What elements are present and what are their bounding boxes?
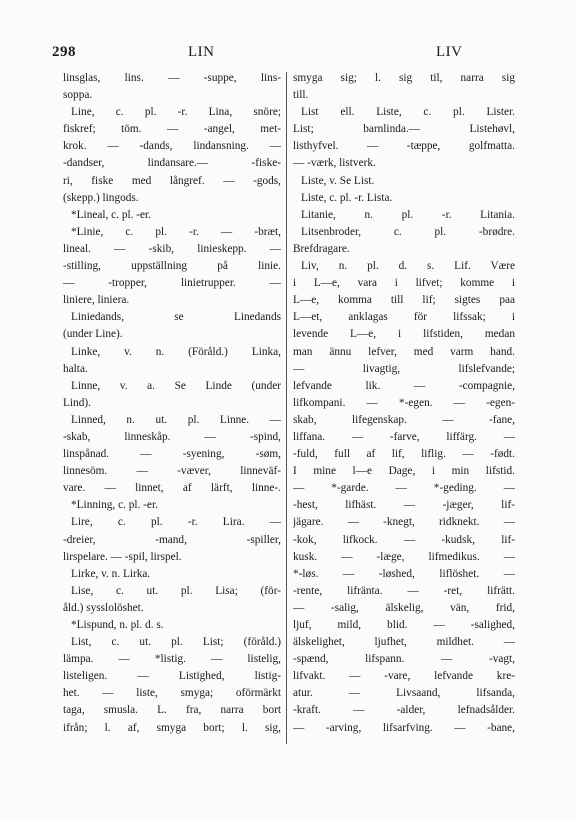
entry-line: listhyfvel. — -tæppe, golfmatta. [293, 140, 515, 153]
entry-line: — -salig, älskelig, vän, frid, [293, 601, 515, 614]
entry-line: listeligen. — Listighed, listig- [63, 670, 281, 683]
entry-line: List, c. ut. pl. List; (föråld.) [71, 636, 281, 649]
entry-line: soppa. [63, 89, 93, 102]
entry-line: *Linie, c. pl. -r. — -bræt, [71, 225, 281, 238]
entry-line: Lirke, v. n. Lirka. [71, 567, 151, 580]
column-divider [286, 72, 287, 744]
entry-line: (under Line). [63, 328, 123, 341]
entry-line: *Lispund, n. pl. d. s. [71, 619, 164, 631]
entry-line: ljuf, mild, blid. — -salighed, [293, 619, 515, 631]
entry-line: fiskref; töm. — -angel, met- [63, 123, 281, 136]
entry-line: het. — liste, smyga; oförmärkt [63, 687, 281, 700]
entry-line: Liste, v. Se List. [301, 174, 375, 187]
entry-line: lifkompani. — *-egen. — -egen- [293, 396, 515, 409]
entry-line: lefvande lik. — -compagnie, [293, 379, 515, 392]
entry-line: — livagtig, lifslefvande; [293, 362, 515, 375]
entry-line: Linned, n. ut. pl. Linne. — [71, 413, 281, 426]
entry-line: i L—e, vara i lifvet; komme i [293, 277, 515, 290]
entry-line: liniere, liniera. [63, 294, 130, 307]
entry-line: -rente, lifränta. — -ret, lifrätt. [293, 584, 515, 597]
entry-line: linnesöm. — -væver, linneväf- [63, 465, 281, 478]
entry-line: kusk. — -læge, lifmedikus. — [293, 550, 515, 563]
entry-line: *-løs. — -løshed, liflöshet. — [293, 567, 515, 580]
entry-line: lirspelare. — -spil, lirspel. [63, 550, 182, 563]
entry-line: skab, lifegenskap. — -fane, [293, 413, 515, 426]
entry-line: taga, smusla. L. fra, narra bort [63, 704, 281, 717]
entry-line: halta. [63, 362, 88, 375]
entry-line: man ännu lefver, med varm hand. [293, 345, 515, 358]
entry-line: Lire, c. pl. -r. Lira. — [71, 516, 281, 529]
entry-line: — -værk, listverk. [293, 157, 376, 170]
entry-line: — *-garde. — *-geding. — [293, 482, 515, 495]
right-guide-word: LIV [436, 44, 463, 60]
entry-line: L—e, komma till lif; sigtes paa [293, 294, 515, 307]
entry-line: Linne, v. a. Se Linde (under [71, 379, 281, 392]
entry-line: -hest, lifhäst. — -jæger, lif- [293, 499, 515, 512]
entry-line: List ell. Liste, c. pl. Lister. [301, 106, 515, 119]
entry-line: Lise, c. ut. pl. Lisa; (för- [71, 584, 281, 597]
entry-line: -dreier, -mand, -spiller, [63, 533, 281, 546]
entry-line: Liste, c. pl. -r. Lista. [301, 191, 393, 204]
entry-line: krok. — -dands, lindansning. — [63, 140, 281, 153]
entry-line: linspånad. — -syening, -søm, [63, 448, 281, 461]
entry-line: -dandser, lindansare.— -fiske- [63, 157, 281, 170]
entry-line: -fuld, full af lif, liflig. — -født. [293, 448, 515, 461]
entry-line: -spænd, lifspann. — -vagt, [293, 653, 515, 666]
entry-line: I mine l—e Dage, i min lifstid. [293, 465, 515, 478]
entry-line: jägare. — -knegt, ridknekt. — [293, 516, 515, 529]
entry-line: åld.) sysslolöshet. [63, 601, 144, 614]
entry-line: Lind). [63, 396, 91, 409]
entry-line: ri, fiske med långref. — -gods, [63, 174, 281, 187]
entry-line: *Linning, c. pl. -er. [71, 499, 158, 512]
entry-line: Litsenbroder, c. pl. -brødre. [301, 225, 515, 238]
entry-line: till. [293, 89, 309, 102]
entry-line: lineal. — -skib, linieskepp. — [63, 242, 281, 255]
entry-line: -kraft. — -alder, lefnadsålder. [293, 704, 515, 717]
entry-line: List; barnlinda.— Listehøvl, [293, 123, 515, 136]
entry-line: -stilling, uppställning på linie. [63, 260, 281, 273]
running-header [52, 44, 522, 66]
entry-line: -kok, lifkock. — -kudsk, lif- [293, 533, 515, 546]
entry-line: — -tropper, linietrupper. — [63, 277, 281, 290]
entry-line: Linke, v. n. (Föråld.) Linka, [71, 345, 281, 358]
entry-line: — -arving, lifsarfving. — -bane, [293, 721, 515, 734]
entry-line: atur. — Livsaand, lifsanda, [293, 687, 515, 700]
entry-line: *Lineal, c. pl. -er. [71, 208, 151, 221]
page-number: 298 [52, 44, 76, 60]
left-guide-word: LIN [188, 44, 215, 60]
right-column [293, 70, 515, 737]
entry-line: linsglas, lins. — -suppe, lins- [63, 72, 281, 84]
entry-line: lifvakt. — -vare, lefvande kre- [293, 670, 515, 683]
entry-line: Brefdragare. [293, 242, 350, 255]
entry-line: (skepp.) lingods. [63, 191, 139, 204]
entry-line: älskelighet, ljufhet, mildhet. — [293, 636, 515, 649]
entry-line: vare. — linnet, af lärft, linne-. [63, 482, 281, 495]
entry-line: L—et, anklagas för lifssak; i [293, 311, 515, 324]
entry-line: liffana. — -farve, liffärg. — [293, 430, 515, 443]
entry-line: Line, c. pl. -r. Lina, snöre; [71, 106, 281, 119]
entry-line: lämpa. — *listig. — listelig, [63, 653, 281, 666]
entry-line: Liv, n. pl. d. s. Lif. Være [301, 260, 515, 273]
entry-line: smyga sig; l. sig til, narra sig [293, 72, 515, 84]
entry-line: -skab, linneskåp. — -spind, [63, 430, 281, 443]
entry-line: levende L—e, i lifstiden, medan [293, 328, 515, 341]
left-column [63, 70, 281, 737]
entry-line: ifrån; l. af, smyga bort; l. sig, [63, 721, 281, 734]
entry-line: Liniedands, se Linedands [71, 311, 281, 324]
entry-line: Litanie, n. pl. -r. Litania. [301, 208, 515, 221]
